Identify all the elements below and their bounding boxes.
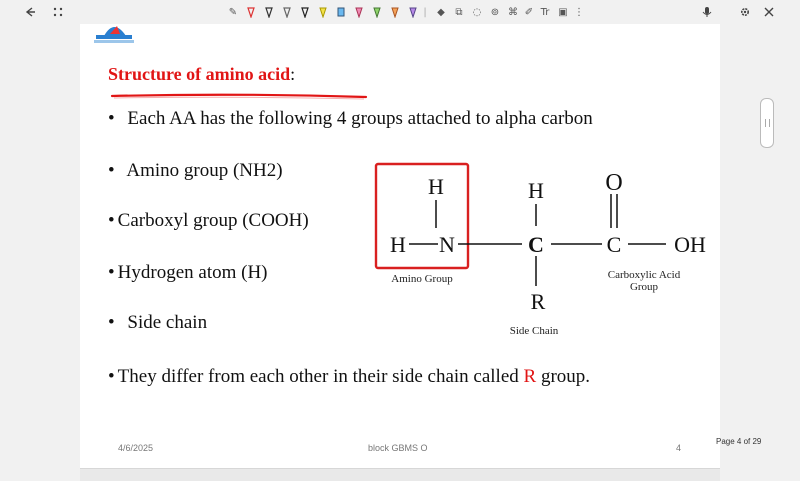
bullet-item bbox=[108, 108, 593, 130]
bullet-dot: • bbox=[108, 312, 115, 333]
r-highlight: R bbox=[523, 366, 537, 387]
atom-c-alpha: C bbox=[528, 232, 544, 257]
atom-h-alpha: H bbox=[528, 178, 544, 203]
top-toolbar bbox=[0, 0, 800, 24]
highlighter-purple-icon[interactable] bbox=[406, 4, 420, 20]
bullet-text: Carboxyl group (COOH) bbox=[117, 210, 309, 231]
atom-o: O bbox=[605, 170, 623, 196]
bullet-text: They differ from each other in their side chain called bbox=[117, 366, 524, 387]
bullet-text: Side chain bbox=[127, 312, 208, 333]
atom-c-carboxyl: C bbox=[606, 232, 622, 257]
link-icon[interactable]: ⌘ bbox=[508, 6, 518, 18]
bullet-dot: • bbox=[108, 262, 115, 283]
image-icon[interactable]: ▣ bbox=[558, 6, 568, 18]
footer-page-number: 4 bbox=[676, 443, 682, 453]
highlighter-blue-icon[interactable] bbox=[334, 4, 348, 20]
atom-n: N bbox=[439, 232, 455, 257]
label-amino-group: Amino Group bbox=[391, 273, 453, 285]
vertical-scrollbar[interactable] bbox=[760, 98, 774, 148]
atom-h-amino-left: H bbox=[390, 232, 406, 257]
bullet-text: Hydrogen atom (H) bbox=[117, 262, 268, 283]
highlighter-pink-icon[interactable] bbox=[352, 4, 366, 20]
bullet-dot: • bbox=[108, 210, 115, 231]
slide-title bbox=[108, 64, 295, 85]
atom-h-amino-top: H bbox=[428, 174, 444, 199]
more-icon[interactable]: ⋮ bbox=[574, 6, 584, 18]
pen-gray-icon[interactable] bbox=[280, 4, 294, 20]
mic-icon[interactable] bbox=[700, 3, 714, 21]
bullet-text: Each AA has the following 4 groups attached to alpha carbon bbox=[127, 108, 593, 129]
pen-icon[interactable]: ✎ bbox=[228, 6, 238, 18]
close-icon[interactable] bbox=[762, 3, 776, 21]
pen-red-icon[interactable] bbox=[244, 4, 258, 20]
gear-icon[interactable] bbox=[738, 3, 752, 21]
target-icon[interactable]: ⊚ bbox=[490, 6, 500, 18]
highlighter-green-icon[interactable] bbox=[370, 4, 384, 20]
bullet-item bbox=[108, 262, 268, 284]
bullet-text: Amino group (NH2) bbox=[126, 160, 283, 181]
atom-r: R bbox=[530, 289, 546, 314]
text-icon[interactable]: Tr bbox=[540, 6, 550, 18]
footer-date: 4/6/2025 bbox=[118, 443, 154, 453]
shapes-icon[interactable]: ⧉ bbox=[455, 6, 463, 18]
label-carboxylic-group: Group bbox=[629, 281, 659, 293]
atom-oh: OH bbox=[674, 232, 706, 257]
magic-pen-icon[interactable]: ✐ bbox=[524, 6, 534, 18]
toolbar-divider: | bbox=[423, 6, 427, 18]
grid-icon[interactable] bbox=[50, 3, 66, 21]
bullet-text-end: group. bbox=[536, 366, 591, 387]
back-icon[interactable] bbox=[22, 3, 38, 21]
bullet-dot: • bbox=[108, 366, 115, 387]
label-carboxylic-acid: Carboxylic Acid bbox=[607, 269, 681, 281]
label-side-chain: Side Chain bbox=[509, 325, 559, 337]
scrollbar-grip-icon[interactable] bbox=[765, 119, 770, 127]
bullet-dot: • bbox=[108, 160, 115, 181]
bullet-dot: • bbox=[108, 108, 115, 129]
highlighter-orange-icon[interactable] bbox=[388, 4, 402, 20]
eraser-icon[interactable]: ◆ bbox=[437, 6, 445, 18]
bullet-item bbox=[108, 312, 207, 334]
footer-center-text: block GBMS O bbox=[368, 443, 428, 453]
title-underline-annotation bbox=[110, 90, 368, 102]
slide bbox=[80, 24, 720, 468]
page-indicator: Page 4 of 29 bbox=[716, 437, 762, 446]
bullet-item bbox=[108, 160, 283, 182]
lasso-icon[interactable]: ◌ bbox=[472, 6, 482, 18]
next-page-edge bbox=[80, 468, 720, 481]
highlighter-yellow-icon[interactable] bbox=[316, 4, 330, 20]
slide-title-text: Structure of amino acid bbox=[108, 64, 291, 84]
university-logo bbox=[86, 24, 142, 46]
amino-acid-structure-diagram bbox=[364, 160, 720, 340]
title-colon: : bbox=[290, 64, 296, 84]
pen-dark-icon[interactable] bbox=[298, 4, 312, 20]
bullet-item bbox=[108, 366, 590, 388]
pen-black-icon[interactable] bbox=[262, 4, 276, 20]
bullet-item bbox=[108, 210, 309, 232]
